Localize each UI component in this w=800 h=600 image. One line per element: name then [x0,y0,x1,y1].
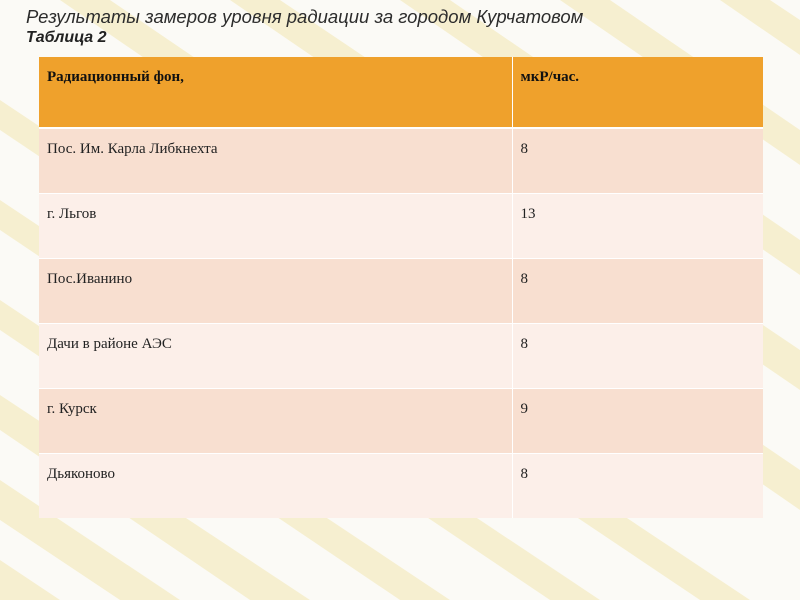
table-row [39,454,763,519]
table-caption: Таблица 2 [26,29,107,46]
value-cell: 8 [512,324,763,389]
slide-title: Результаты замеров уровня радиации за городом Курчатовом [26,6,584,27]
table-row [39,259,763,324]
location-cell: г. Курск [39,389,512,454]
table-row [39,128,763,194]
header-location: Радиационный фон, [39,57,512,128]
title-block [26,6,583,48]
value-cell: 8 [512,259,763,324]
radiation-table [39,57,763,518]
header-unit: мкР/час. [512,57,763,128]
table-row [39,194,763,259]
location-cell: Дьяконово [39,454,512,519]
value-cell: 8 [512,454,763,519]
location-cell: Дачи в районе АЭС [39,324,512,389]
location-cell: Пос. Им. Карла Либкнехта [39,128,512,194]
value-cell: 8 [512,128,763,194]
table-row [39,389,763,454]
table-header-row [39,57,763,128]
value-cell: 9 [512,389,763,454]
table-row [39,324,763,389]
value-cell: 13 [512,194,763,259]
location-cell: г. Льгов [39,194,512,259]
location-cell: Пос.Иванино [39,259,512,324]
